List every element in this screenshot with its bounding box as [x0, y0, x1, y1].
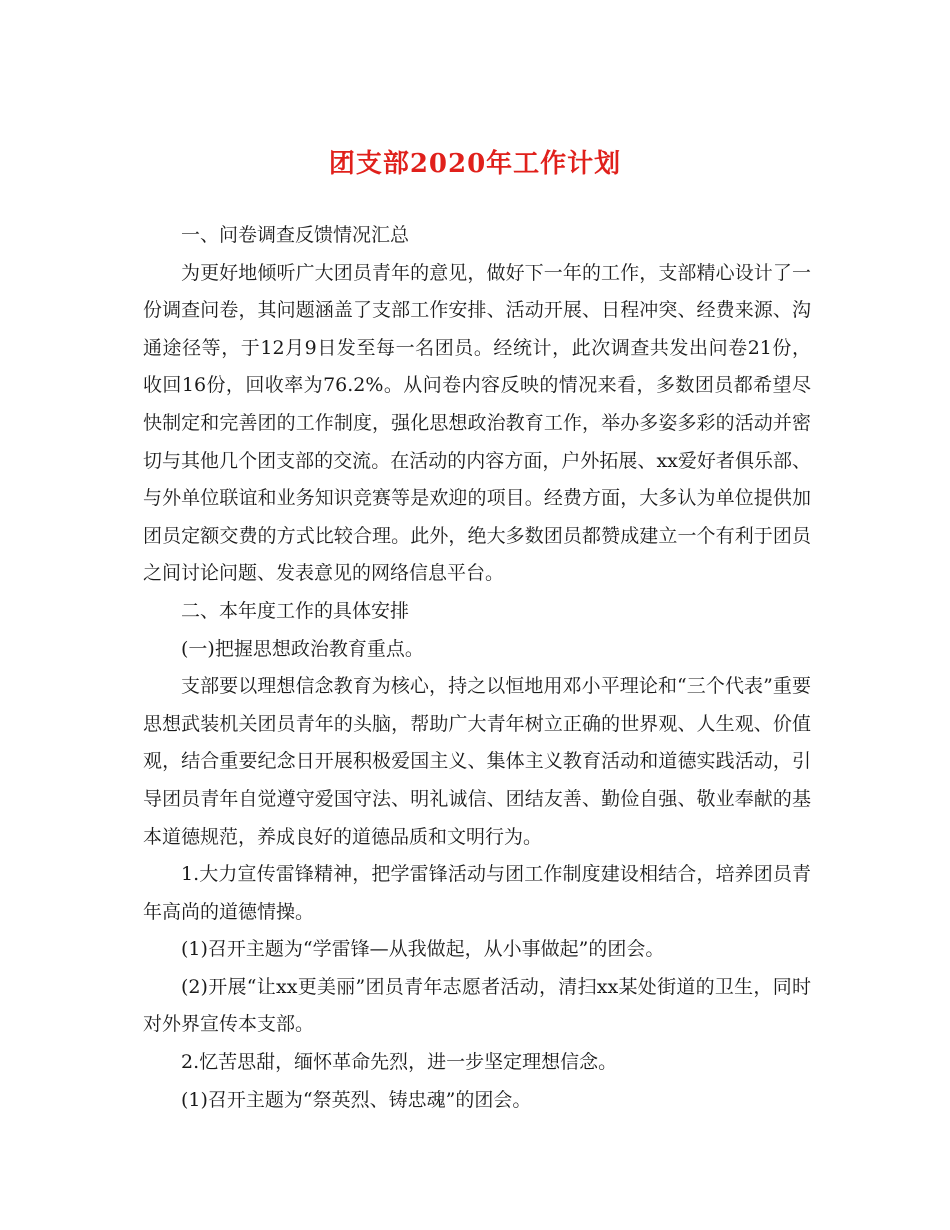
section-heading-1: 一、问卷调查反馈情况汇总	[181, 224, 410, 246]
subsection-heading-1: (一)把握思想政治教育重点。	[181, 637, 424, 660]
list-item-1-2: (2)开展“让xx更美丽”团员青年志愿者活动，清扫xx某处街道的卫生，同时对外界宣传本支部。	[143, 975, 811, 1036]
section-heading-2: 二、本年度工作的具体安排	[181, 599, 410, 622]
paragraph-education: 支部要以理想信念教育为核心，持之以恒地用邓小平理论和“三个代表”重要思想武装机关团员青年的头脑，帮助广大青年树立正确的世界观、人生观、价值观，结合重要纪念日开展积极爱国主义、集体主义教育活动和道德实践活动，引导团员青年自觉遵守爱国守法、明礼诚信、团结友善、勤俭自强、敬业奉献的基本道德规范，养成良好的道德品质和文明行为。	[143, 675, 811, 848]
document-body	[143, 217, 811, 1119]
list-item-1: 1.大力宣传雷锋精神，把学雷锋活动与团工作制度建设相结合，培养团员青年高尚的道德情操。	[143, 863, 811, 923]
document-title: 团支部2020年工作计划	[328, 149, 622, 179]
paragraph-survey-summary: 为更好地倾听广大团员青年的意见，做好下一年的工作，支部精心设计了一份调查问卷，其问题涵盖了支部工作安排、活动开展、日程冲突、经费来源、沟通途径等，于12月9日发至每一名团员。经统计，此次调查共发出问卷21份，收回16份，回收率为76.2%。从问卷内容反映的情况来看，多数团员都希望尽快制定和完善团的工作制度，强化思想政治教育工作，举办多姿多彩的活动并密切与其他几个团支部的交流。在活动的内容方面，户外拓展、xx爱好者俱乐部、与外单位联谊和业务知识竞赛等是欢迎的项目。经费方面，大多认为单位提供加团员定额交费的方式比较合理。此外，绝大多数团员都赞成建立一个有利于团员之间讨论问题、发表意见的网络信息平台。	[143, 261, 811, 585]
list-item-1-1: (1)召开主题为“学雷锋—从我做起，从小事做起”的团会。	[181, 938, 665, 961]
list-item-2: 2.忆苦思甜，缅怀革命先烈，进一步坚定理想信念。	[181, 1051, 618, 1074]
list-item-2-1: (1)召开主题为“祭英烈、铸忠魂”的团会。	[181, 1088, 532, 1111]
